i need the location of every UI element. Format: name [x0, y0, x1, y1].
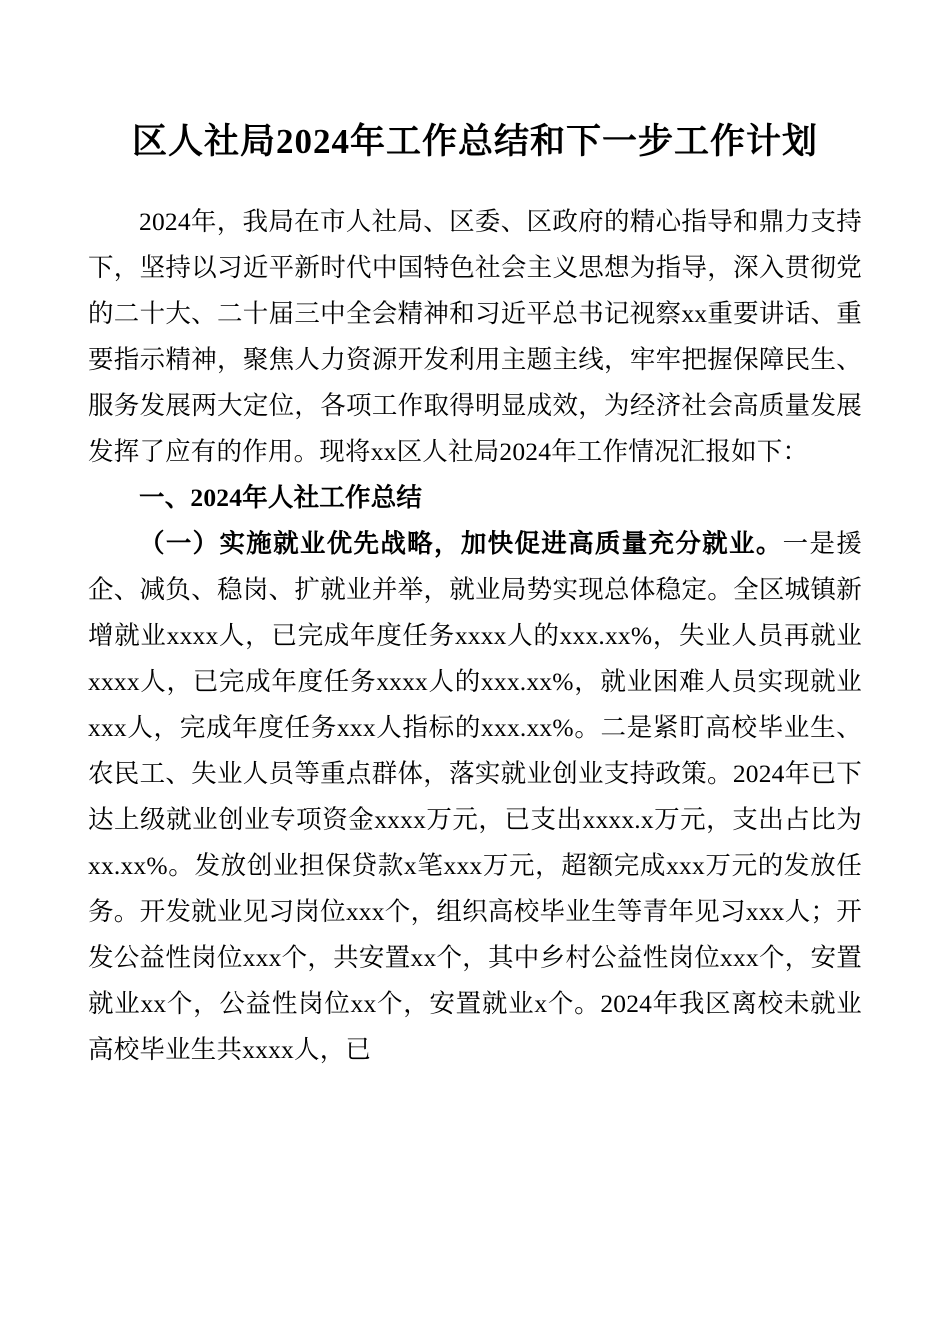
subsection-body: 一是援企、减负、稳岗、扩就业并举，就业局势实现总体稳定。全区城镇新增就业xxxx人，已完成年度任务xxxx人的xxx.xx%，失业人员再就业xxxx人，已完成年度任务xxxx人的xxx.xx%，就业困难人员实现就业xxx人，完成年度任务xxx人指标的xxx.xx%。二是紧盯高校毕业生、农民工、失业人员等重点群体，落实就业创业支持政策。2024年已下达上级就业创业专项资金xxxx万元，已支出xxxx.x万元，支出占比为xx.xx%。发放创业担保贷款x笔xxx万元，超额完成xxx万元的发放任务。开发就业见习岗位xxx个，组织高校毕业生等青年见习xxx人；开发公益性岗位xxx个，共安置xx个，其中乡村公益性岗位xxx个，安置就业xx个，公益性岗位xx个，安置就业x个。2024年我区离校未就业高校毕业生共xxxx人，已: [88, 529, 862, 1065]
subsection-lead: （一）实施就业优先战略，加快促进高质量充分就业。: [139, 529, 783, 559]
section-heading-1: 一、2024年人社工作总结: [139, 483, 423, 513]
subsection-paragraph: [88, 521, 862, 1073]
page-title: 区人社局2024年工作总结和下一步工作计划: [131, 122, 818, 161]
paragraph-intro: 2024年，我局在市人社局、区委、区政府的精心指导和鼎力支持下，坚持以习近平新时代中国特色社会主义思想为指导，深入贯彻党的二十大、二十届三中全会精神和习近平总书记视察xx重要讲话、重要指示精神，聚焦人力资源开发利用主题主线，牢牢把握保障民生、服务发展两大定位，各项工作取得明显成效，为经济社会高质量发展发挥了应有的作用。现将xx区人社局2024年工作情况汇报如下：: [88, 207, 862, 467]
